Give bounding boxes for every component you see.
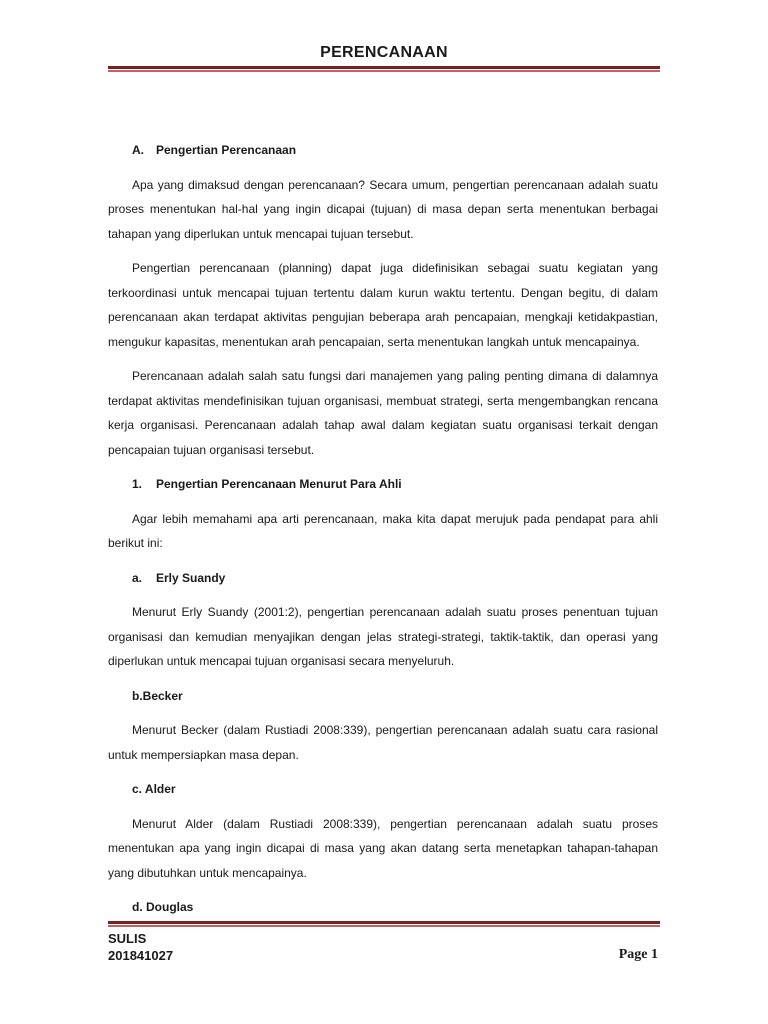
section-heading bbox=[108, 895, 658, 920]
paragraph: Perencanaan adalah salah satu fungsi dari manajemen yang paling penting dimana di dalamnya terdapat aktivitas mendefinisikan tujuan organisasi, membuat strategi, serta mengembangkan rencana kerja organisasi. Perencanaan adalah tahap awal dalam kegiatan suatu organisasi terkait dengan pencapaian tujuan organisasi tersebut. bbox=[108, 369, 658, 457]
document-body bbox=[108, 138, 658, 930]
section-heading-text: Erly Suandy bbox=[156, 570, 226, 585]
section-heading-text: Pengertian Perencanaan bbox=[156, 143, 297, 157]
paragraph: Pengertian perencanaan (planning) dapat juga didefinisikan sebagai suatu kegiatan yang terkoordinasi untuk mencapai tujuan tertentu dalam kurun waktu tertentu. Dengan begitu, di dalam perencanaan akan terdapat aktivitas pengujian beberapa arah pencapaian, mengkaji ketidakpastian, mengukur kapasitas, menentukan arah pencapaian, serta menentukan langkah untuk mencapainya. bbox=[108, 261, 658, 349]
footer-id: 201841027 bbox=[108, 948, 174, 963]
section-heading-number: a. bbox=[132, 570, 143, 585]
section-heading bbox=[108, 684, 658, 709]
paragraph: Menurut Alder (dalam Rustiadi 2008:339), pengertian perencanaan adalah suatu proses menentukan apa yang ingin dicapai di masa yang akan datang serta menetapkan tahapan-tahapan yang dibutuhkan untuk mencapainya. bbox=[108, 816, 658, 880]
paragraph: Menurut Becker (dalam Rustiadi 2008:339), pengertian perencanaan adalah suatu cara rasional untuk mempersiapkan masa depan. bbox=[108, 723, 658, 762]
section-heading bbox=[108, 777, 658, 802]
section-heading-text: b.Becker bbox=[132, 688, 183, 703]
section-heading-text: d. Douglas bbox=[132, 900, 194, 914]
footer-rule bbox=[108, 921, 660, 927]
page-header-title: PERENCANAAN bbox=[320, 44, 448, 61]
page-number: Page 1 bbox=[618, 947, 658, 962]
section-heading-text: c. Alder bbox=[132, 782, 176, 796]
paragraph: Apa yang dimaksud dengan perencanaan? Secara umum, pengertian perencanaan adalah suatu proses menentukan hal-hal yang ingin dicapai (tujuan) di masa depan serta menentukan berbagai tahapan yang diperlukan untuk mencapai tujuan tersebut. bbox=[108, 177, 658, 241]
footer-author bbox=[108, 930, 173, 964]
section-heading bbox=[108, 138, 658, 163]
section-heading-number: 1. bbox=[132, 477, 143, 491]
footer-name: SULIS bbox=[108, 931, 147, 946]
section-heading bbox=[108, 566, 658, 591]
section-heading-text: Pengertian Perencanaan Menurut Para Ahli bbox=[156, 477, 402, 491]
header-rule bbox=[108, 66, 660, 72]
paragraph: Agar lebih memahami apa arti perencanaan, maka kita dapat merujuk pada pendapat para ahli berikut ini: bbox=[108, 511, 658, 550]
section-heading-number: A. bbox=[132, 143, 144, 157]
paragraph: Menurut Erly Suandy (2001:2), pengertian perencanaan adalah suatu proses penentuan tujuan organisasi dan kemudian menyajikan dengan jelas strategi-strategi, taktik-taktik, dan operasi yang diperlukan untuk mencapai tujuan organisasi secara menyeluruh. bbox=[108, 605, 658, 668]
section-heading bbox=[108, 472, 658, 497]
